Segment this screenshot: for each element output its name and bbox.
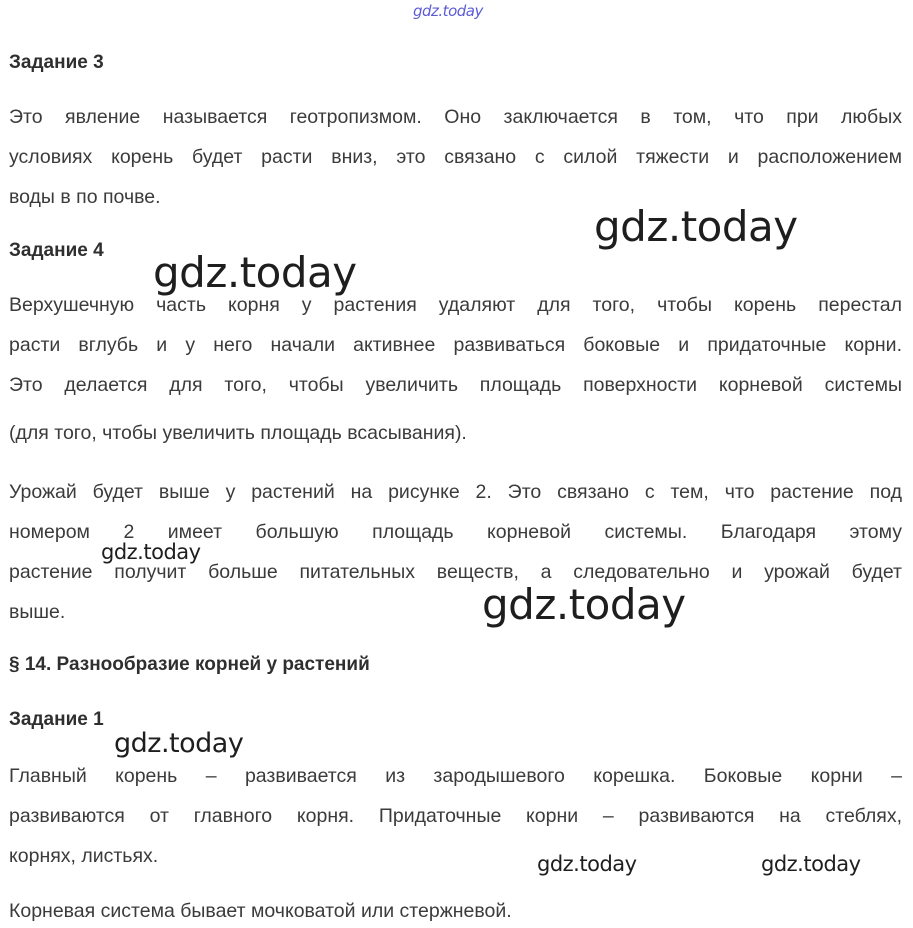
- watermark-large-2: gdz.today: [153, 248, 357, 297]
- task4-heading: Задание 4: [9, 240, 104, 261]
- task4-line-4: (для того, чтобы увеличить площадь всасывания).: [9, 422, 467, 444]
- paragraph14-heading: § 14. Разнообразие корней у растений: [9, 654, 370, 675]
- task4-para2-line-3: растение получит больше питательных веществ, а следовательно и урожай будет: [9, 561, 902, 583]
- task1-line-3: корнях, листьях.: [9, 845, 159, 867]
- watermark-large-1: gdz.today: [594, 202, 798, 251]
- task3-line-3: воды в по почве.: [9, 186, 161, 208]
- task4-para2-line-4: выше.: [9, 601, 66, 623]
- task1-line-1: Главный корень – развивается из зародышевого корешка. Боковые корни –: [9, 765, 902, 787]
- task1-heading: Задание 1: [9, 709, 104, 730]
- watermark-medium-1: gdz.today: [114, 728, 244, 759]
- watermark-small-2: gdz.today: [537, 852, 637, 876]
- task3-line-2: условиях корень будет расти вниз, это связано с силой тяжести и расположением: [9, 146, 902, 168]
- task3-heading: Задание 3: [9, 52, 104, 73]
- task4-line-2: расти вглубь и у него начали активнее развиваться боковые и придаточные корни.: [9, 334, 902, 356]
- watermark-small-3: gdz.today: [761, 852, 861, 876]
- task1-last-line: Корневая система бывает мочковатой или стержневой.: [9, 900, 512, 922]
- task1-line-2: развиваются от главного корня. Придаточные корни – развиваются на стеблях,: [9, 805, 902, 827]
- watermark-large-3: gdz.today: [482, 580, 686, 629]
- task4-line-3: Это делается для того, чтобы увеличить площадь поверхности корневой системы: [9, 374, 902, 396]
- task4-para2-line-2: номером 2 имеет большую площадь корневой системы. Благодаря этому: [9, 521, 902, 543]
- task3-line-1: Это явление называется геотропизмом. Оно заключается в том, что при любых: [9, 106, 902, 128]
- task4-line-1: Верхушечную часть корня у растения удаляют для того, чтобы корень перестал: [9, 294, 902, 316]
- watermark-small-1: gdz.today: [101, 540, 201, 564]
- task4-para2-line-1: Урожай будет выше у растений на рисунке 2. Это связано с тем, что растение под: [9, 481, 902, 503]
- watermark-top: gdz.today: [413, 2, 483, 20]
